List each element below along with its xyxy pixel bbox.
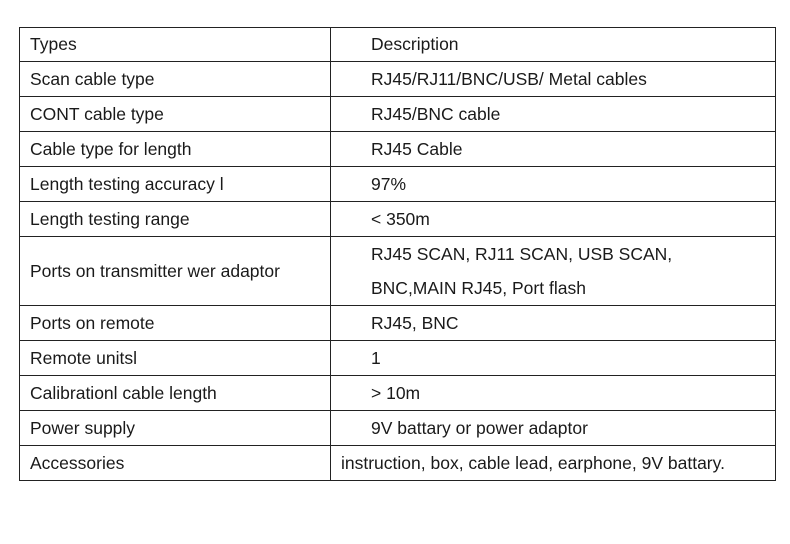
description-line: RJ45 SCAN, RJ11 SCAN, USB SCAN, (371, 244, 673, 264)
row-type: Cable type for length (20, 132, 331, 167)
row-description (331, 411, 776, 446)
row-description (331, 306, 776, 341)
header-types: Types (20, 28, 331, 62)
spec-table-body (20, 28, 776, 481)
row-type: Ports on remote (20, 306, 331, 341)
row-type: Ports on transmitter wer adaptor (20, 237, 331, 306)
description-line: < 350m (371, 209, 430, 229)
description-line: 1 (371, 348, 381, 368)
table-row (20, 306, 776, 341)
table-row (20, 376, 776, 411)
row-description (331, 167, 776, 202)
table-row (20, 62, 776, 97)
table-row (20, 97, 776, 132)
row-type: CONT cable type (20, 97, 331, 132)
table-row (20, 341, 776, 376)
description-line: BNC,MAIN RJ45, Port flash (371, 278, 586, 298)
header-row (20, 28, 776, 62)
row-type: Calibrationl cable length (20, 376, 331, 411)
row-description (331, 237, 776, 306)
row-description (331, 341, 776, 376)
table-row (20, 237, 776, 306)
row-type: Power supply (20, 411, 331, 446)
description-line: RJ45/RJ11/BNC/USB/ Metal cables (371, 69, 647, 89)
row-type: Length testing accuracy l (20, 167, 331, 202)
description-line: 97% (371, 174, 407, 194)
description-line: RJ45, BNC (371, 313, 459, 333)
spec-table (19, 27, 776, 481)
row-type: Scan cable type (20, 62, 331, 97)
table-row (20, 202, 776, 237)
table-row (20, 132, 776, 167)
description-line: 9V battary or power adaptor (371, 418, 588, 438)
description-line: instruction, box, cable lead, earphone, 9V battary. (341, 453, 725, 473)
row-description (331, 446, 776, 481)
row-description (331, 202, 776, 237)
row-type: Accessories (20, 446, 331, 481)
row-type: Length testing range (20, 202, 331, 237)
description-line: RJ45/BNC cable (371, 104, 501, 124)
table-row (20, 167, 776, 202)
table-row (20, 446, 776, 481)
row-description (331, 132, 776, 167)
description-line: > 10m (371, 383, 421, 403)
table-row (20, 411, 776, 446)
row-type: Remote unitsl (20, 341, 331, 376)
description-line: RJ45 Cable (371, 139, 463, 159)
header-description: Description (331, 28, 776, 62)
row-description (331, 62, 776, 97)
row-description (331, 376, 776, 411)
row-description (331, 97, 776, 132)
